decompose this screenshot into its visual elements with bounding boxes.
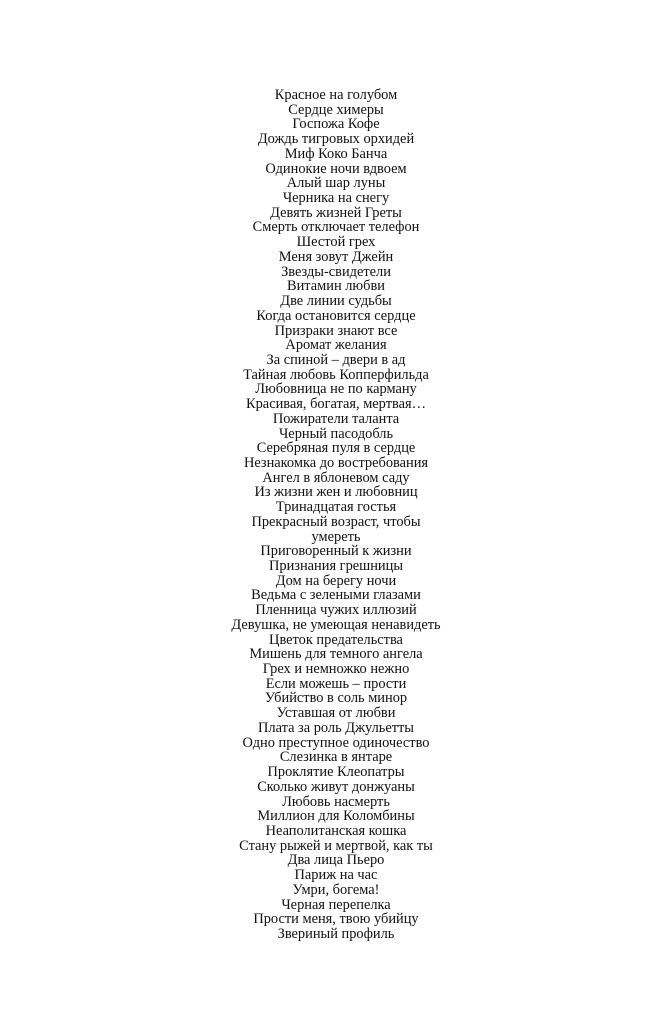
book-title: Сердце химеры [288, 101, 384, 118]
book-title: Аромат желания [285, 337, 387, 354]
book-title: Серебряная пуля в сердце [256, 440, 416, 457]
book-title: Красивая, богатая, мертвая… [246, 396, 426, 413]
book-title: Убийство в соль минор [264, 690, 408, 707]
book-titles-list [0, 88, 662, 942]
book-title: Ангел в яблоневом саду [262, 469, 410, 486]
book-title: Красное на голубом [274, 87, 398, 103]
book-title: Неаполитанская кошка [265, 822, 407, 839]
book-title: Миллион для Коломбины [257, 808, 415, 825]
book-title: Два лица Пьеро [287, 852, 385, 869]
book-title: Дождь тигровых орхидей [257, 131, 415, 148]
book-title: Любовь насмерть [282, 793, 390, 810]
book-title: Звериный профиль [277, 925, 395, 942]
book-title: Прости меня, твою убийцу [253, 911, 419, 928]
book-title: За спиной – двери в ад [266, 351, 406, 368]
book-title: Смерть отключает телефон [252, 219, 420, 236]
book-title: Приговоренный к жизни [260, 543, 412, 560]
book-title: Плата за роль Джульетты [258, 719, 414, 736]
book-title: Тайная любовь Копперфильда [243, 366, 429, 383]
book-title: Незнакомка до востребования [243, 454, 429, 471]
book-title: Госпожа Кофе [292, 116, 380, 133]
book-title: Любовница не по карману [255, 381, 417, 398]
book-title: Когда остановится сердце [256, 307, 416, 324]
book-title: Стану рыжей и мертвой, как ты [239, 837, 433, 854]
book-title: Витамин любви [286, 278, 385, 295]
book-title: Девять жизней Греты [270, 204, 402, 221]
book-title: Черная перепелка [281, 896, 391, 913]
book-title: Прекрасный возраст, чтобы [251, 513, 421, 530]
book-title: Черный пасодобль [278, 425, 394, 442]
book-title: Шестой грех [296, 234, 376, 251]
book-title: Признания грешницы [268, 558, 404, 574]
book-title: умереть [311, 528, 361, 545]
book-title: Меня зовут Джейн [278, 248, 394, 265]
book-title: Две линии судьбы [280, 293, 392, 310]
book-title: Миф Коко Банча [284, 145, 388, 162]
book-title: Цветок предательства [269, 631, 403, 648]
book-title: Звезды-свидетели [281, 263, 391, 280]
book-title: Проклятие Клеопатры [267, 764, 405, 781]
book-title: Из жизни жен и любовниц [254, 484, 418, 501]
book-title: Мишень для темного ангела [249, 646, 423, 663]
book-title: Дом на берегу ночи [275, 572, 397, 589]
book-title: Пленница чужих иллюзий [255, 602, 417, 619]
book-title: Париж на час [294, 867, 378, 884]
book-title: Уставшая от любви [276, 705, 396, 722]
book-title: Умри, богема! [292, 881, 380, 898]
book-title: Ведьма с зелеными глазами [251, 587, 421, 604]
book-title: Сколько живут донжуаны [257, 778, 415, 795]
book-title: Пожиратели таланта [272, 410, 400, 427]
book-title: Алый шар луны [286, 175, 386, 192]
book-title: Грех и немножко нежно [262, 661, 410, 678]
book-title: Одинокие ночи вдвоем [265, 160, 407, 177]
book-title: Призраки знают все [274, 322, 398, 339]
book-title: Девушка, не умеющая ненавидеть [231, 616, 441, 633]
book-title: Слезинка в янтаре [279, 749, 393, 766]
book-title: Одно преступное одиночество [242, 734, 430, 751]
book-title: Если можешь – прости [265, 675, 407, 692]
book-title: Тринадцатая гостья [275, 499, 397, 516]
book-title: Черника на снегу [282, 190, 390, 207]
